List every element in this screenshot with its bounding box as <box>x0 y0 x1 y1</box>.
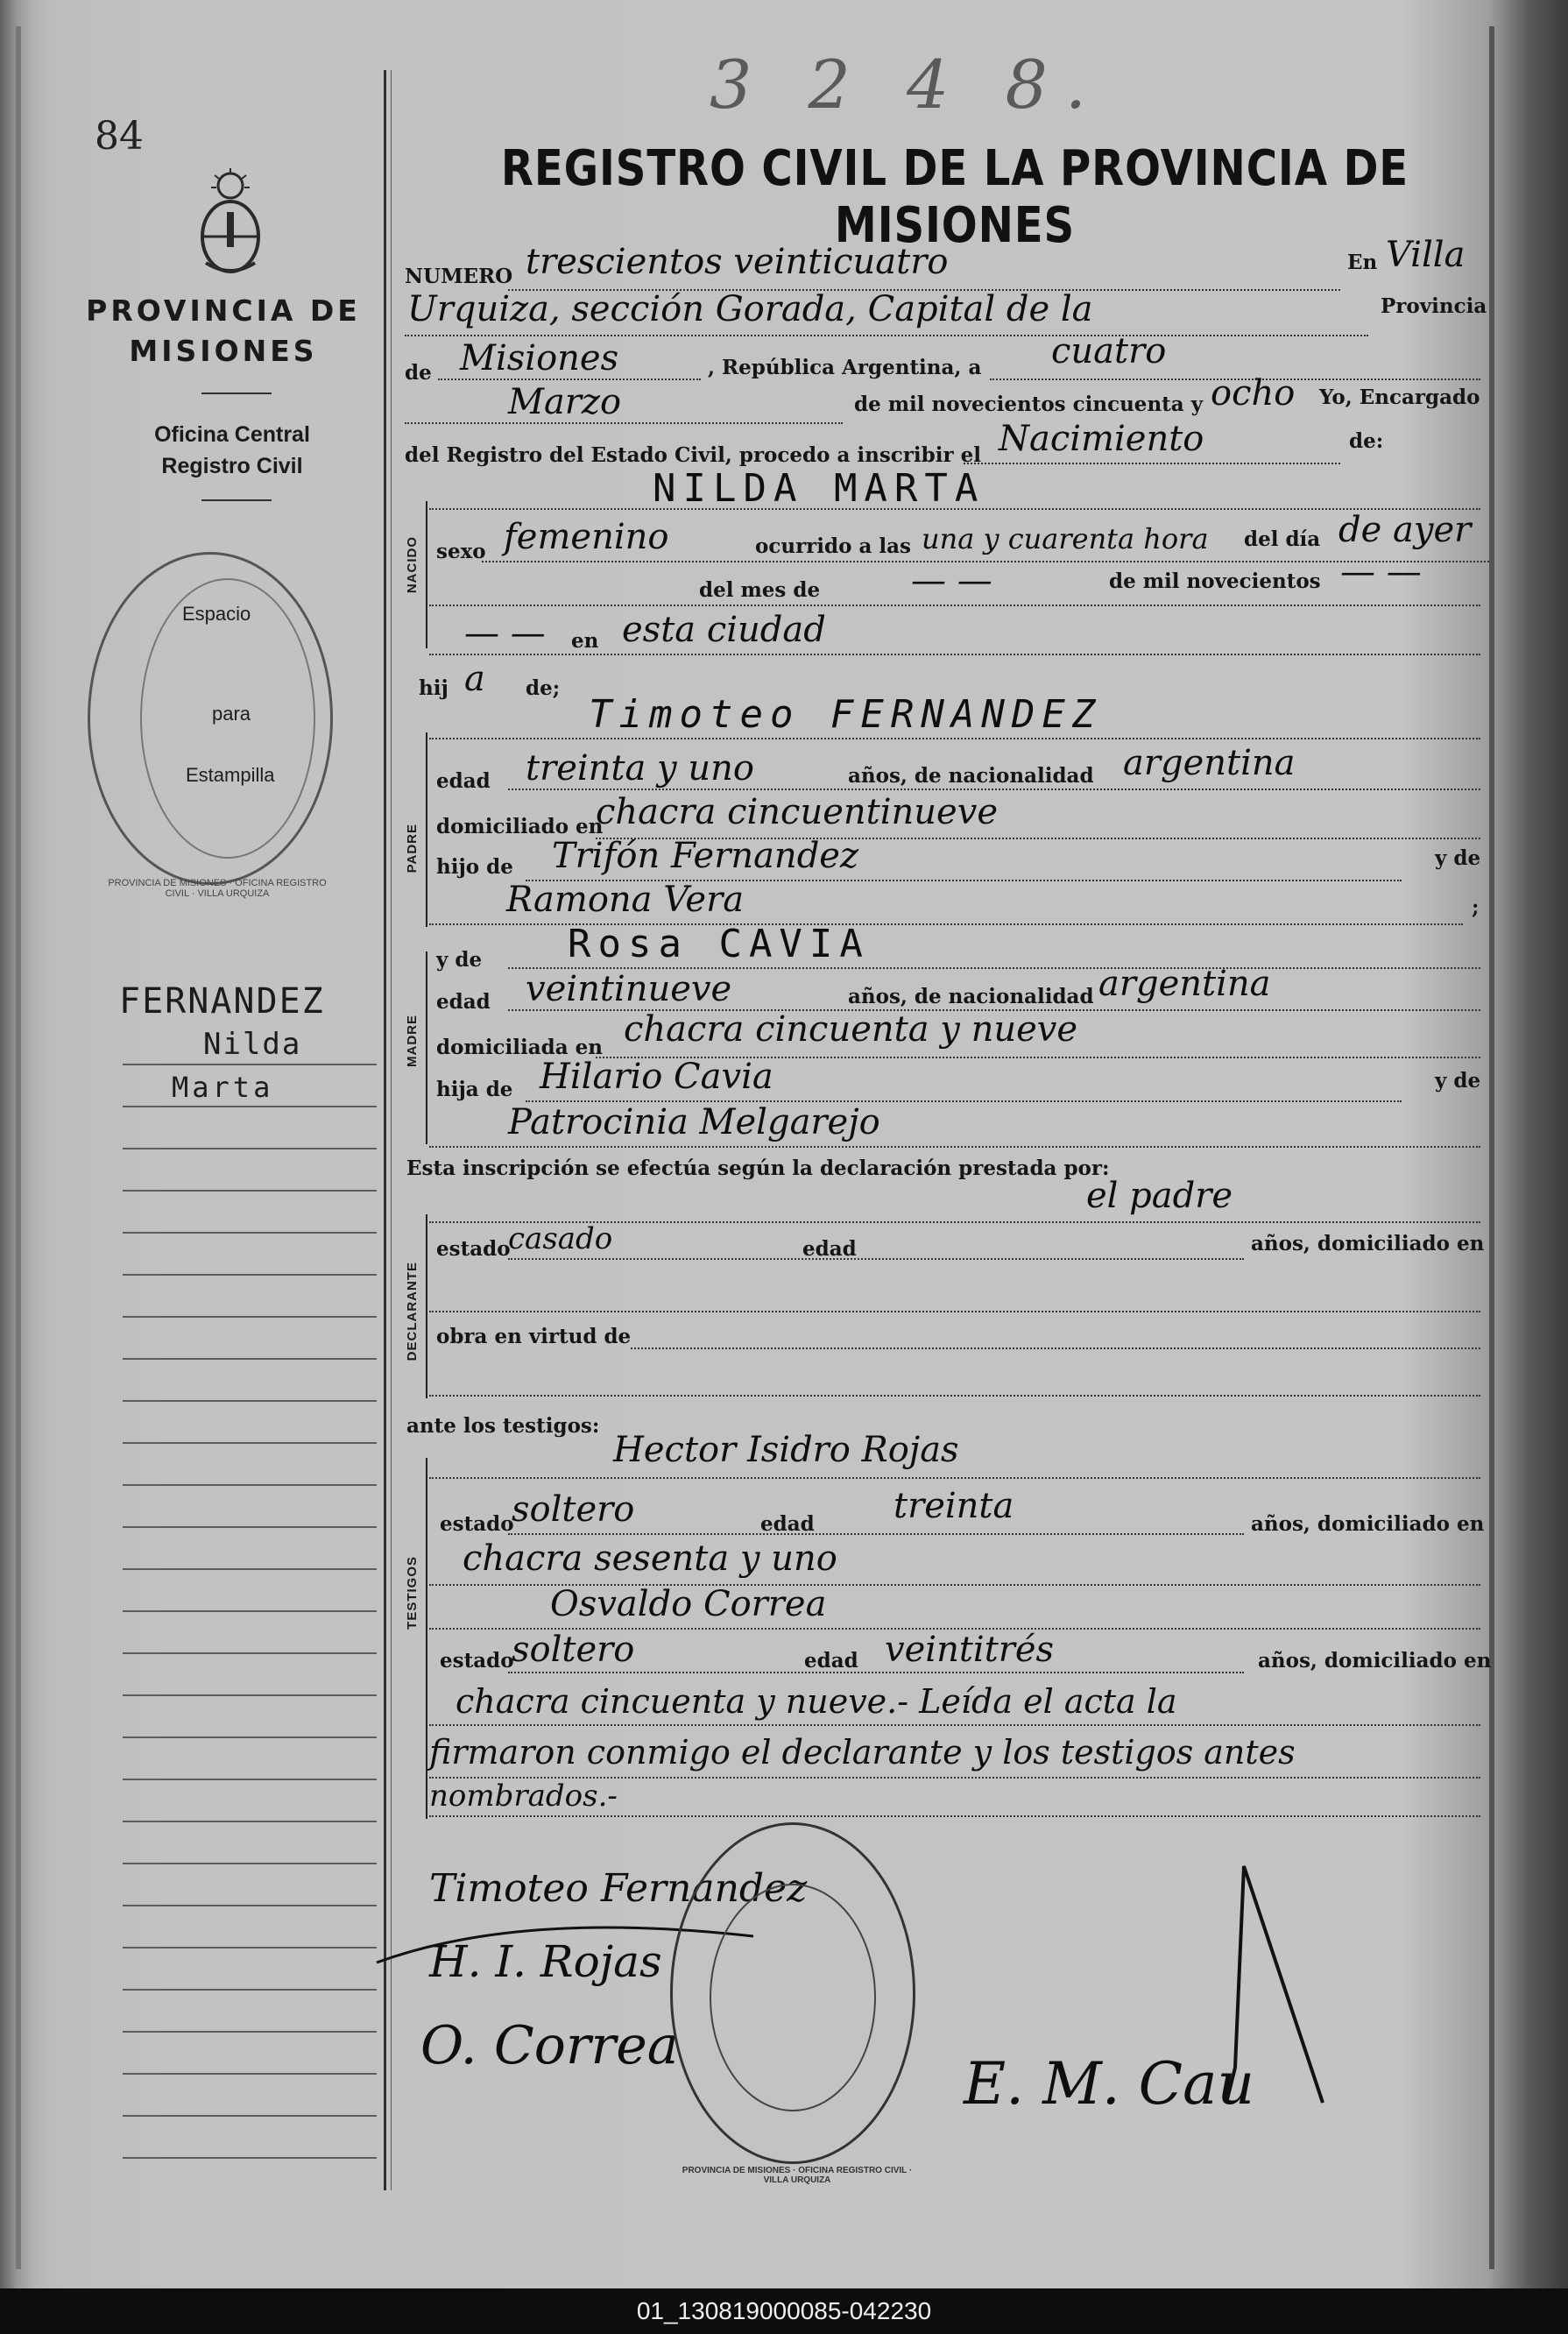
ocurrido-label: ocurrido a las <box>755 534 911 558</box>
declarant-edad-label: edad <box>802 1237 857 1261</box>
margin-line <box>123 1442 377 1444</box>
folio-number: 84 <box>95 114 144 159</box>
margin-rule <box>391 70 392 2190</box>
margin-line <box>123 1316 377 1318</box>
fill-line <box>429 605 1480 606</box>
margin-line <box>123 1821 377 1822</box>
section-bracket <box>426 501 427 648</box>
father-edad-value: treinta y uno <box>526 748 754 789</box>
left-margin <box>0 0 385 2288</box>
fill-line <box>429 738 1480 739</box>
acto-value: Nacimiento <box>999 419 1204 459</box>
hora-value: una y cuarenta hora <box>922 522 1209 555</box>
page-edge-right <box>1489 26 1494 2269</box>
section-bracket <box>426 1458 427 1819</box>
margin-line <box>123 1610 377 1612</box>
section-tag-nacido: NACIDO <box>405 536 420 594</box>
witness2-edad-value: veintitrés <box>885 1630 1055 1670</box>
fill-line <box>405 422 843 424</box>
witnesses-intro-label: ante los testigos: <box>406 1414 600 1438</box>
margin-line <box>123 1190 377 1192</box>
father-nacionalidad-value: argentina <box>1123 743 1296 783</box>
declarant-anos-label: años, domiciliado en <box>1251 1232 1485 1255</box>
margin-rule <box>384 70 386 2190</box>
margin-line <box>123 1568 377 1570</box>
fill-line <box>508 789 1480 790</box>
mother-madre-value: Patrocinia Melgarejo <box>508 1102 880 1142</box>
de-colon-label: de: <box>1349 429 1384 453</box>
mother-anos-label: años, de nacionalidad <box>848 985 1094 1008</box>
mil-novecientos-label: de mil novecientos <box>1109 569 1321 593</box>
margin-line <box>123 1694 377 1696</box>
place-value: Urquiza, sección Gorada, Capital de la <box>407 289 1093 329</box>
registro-label: del Registro del Estado Civil, procedo a inscribir el <box>405 443 981 467</box>
image-id-footer: 01_130819000085-042230 <box>0 2288 1568 2334</box>
signature-witness1: H. I. Rojas <box>429 1936 662 1987</box>
encargado-label: Yo, Encargado <box>1319 385 1480 409</box>
closing-line2: firmaron conmigo el declarante y los testigos antes <box>429 1733 1296 1772</box>
fill-line <box>429 1724 1480 1726</box>
fill-line <box>429 1311 1480 1312</box>
margin-line <box>123 1148 377 1149</box>
fill-line <box>429 654 1480 655</box>
mother-hija-label: hija de <box>436 1078 513 1101</box>
declarant-obra-label: obra en virtud de <box>436 1325 632 1348</box>
stamp-space-label: Estampilla <box>186 764 275 786</box>
witness1-edad-value: treinta <box>893 1486 1014 1526</box>
mes-value: — — <box>911 561 992 601</box>
mother-y-de-label: y de <box>436 948 483 972</box>
section-bracket <box>426 732 427 927</box>
father-anos-label: años, de nacionalidad <box>848 764 1094 788</box>
margin-line <box>123 1947 377 1949</box>
day-value: cuatro <box>1051 331 1167 371</box>
section-bracket <box>426 951 427 1144</box>
witness1-estado-value: soltero <box>512 1489 635 1530</box>
month-value: Marzo <box>508 382 622 422</box>
witness1-domicilio: chacra sesenta y uno <box>463 1538 837 1579</box>
margin-line <box>123 1064 377 1065</box>
del-mes-label: del mes de <box>699 578 821 602</box>
index-surname: FERNANDEZ <box>119 981 325 1022</box>
mother-edad-value: veintinueve <box>526 969 732 1009</box>
margin-line <box>123 1232 377 1234</box>
closing-line3: nombrados.- <box>429 1779 618 1814</box>
lugar-value: esta ciudad <box>622 610 826 650</box>
section-tag-padre: PADRE <box>405 824 420 873</box>
witness1-anos-label: años, domiciliado en <box>1251 1512 1485 1536</box>
hij-label: hij <box>419 676 449 700</box>
margin-line <box>123 1863 377 1864</box>
section-tag-testigos: TESTIGOS <box>405 1556 420 1630</box>
section-tag-madre: MADRE <box>405 1015 420 1067</box>
index-name2: Marta <box>172 1071 274 1104</box>
province-value: Misiones <box>460 338 619 378</box>
mother-nacionalidad-value: argentina <box>1098 964 1271 1004</box>
margin-line <box>123 2031 377 2033</box>
provincia-label: Provincia <box>1381 294 1487 318</box>
margin-line <box>123 1652 377 1654</box>
dia-value: de ayer <box>1338 510 1472 550</box>
fill-line <box>429 1477 1480 1479</box>
father-end-mark: ; <box>1472 895 1480 919</box>
stamp-space-label: Espacio <box>182 603 251 625</box>
margin-line <box>123 1274 377 1276</box>
index-name1: Nilda <box>203 1027 302 1062</box>
de-label: de <box>405 361 432 385</box>
witness2-name: Osvaldo Correa <box>550 1584 827 1624</box>
margin-line <box>123 1484 377 1486</box>
mother-domicilio-value: chacra cincuenta y nueve <box>624 1009 1078 1050</box>
province-heading <box>79 291 368 371</box>
father-domicilio-value: chacra cincuentinueve <box>596 792 998 832</box>
margin-line <box>123 1779 377 1780</box>
fill-line <box>631 1347 1480 1349</box>
hij-value: a <box>464 659 485 699</box>
year-value: ocho <box>1211 373 1296 414</box>
de-label: de; <box>526 676 561 700</box>
province-heading-line1: PROVINCIA DE <box>86 294 361 328</box>
witness1-estado-label: estado <box>440 1512 514 1536</box>
signature-witness2: O. Correa <box>420 2015 679 2076</box>
sexo-value: femenino <box>504 517 669 557</box>
official-seal-text: PROVINCIA DE MISIONES · OFICINA REGISTRO CIVIL · VILLA URQUIZA <box>682 2166 913 2185</box>
witness2-estado-label: estado <box>440 1649 514 1673</box>
sexo-label: sexo <box>436 540 486 563</box>
child-name: NILDA MARTA <box>653 466 985 511</box>
witness1-name: Hector Isidro Rojas <box>613 1430 959 1470</box>
en-label: En <box>1347 251 1378 274</box>
numero-label: NUMERO <box>405 265 513 288</box>
margin-line <box>123 1526 377 1528</box>
fill-line <box>438 378 701 380</box>
witness2-estado-value: soltero <box>512 1630 635 1670</box>
en-value: Villa <box>1386 235 1466 275</box>
signature-father: Timoteo Fernandez <box>429 1866 808 1911</box>
divider <box>201 499 272 501</box>
en-label: en <box>571 629 599 653</box>
witness1-edad-label: edad <box>760 1512 815 1536</box>
margin-line <box>123 2157 377 2159</box>
margin-line <box>123 2115 377 2117</box>
father-madre-value: Ramona Vera <box>506 880 745 920</box>
fill-line <box>429 508 1480 510</box>
margin-line <box>123 2073 377 2075</box>
father-edad-label: edad <box>436 769 491 793</box>
mother-name: Rosa CAVIA <box>568 922 870 966</box>
coat-of-arms-icon <box>188 166 272 280</box>
declarant-estado-value: casado <box>508 1221 613 1256</box>
fill-line <box>508 1258 1244 1260</box>
mil-novecientos-value: — — <box>1340 552 1422 592</box>
republica-label: , República Argentina, a <box>708 356 982 379</box>
fill-line <box>508 1672 1244 1673</box>
witness2-anos-label: años, domiciliado en <box>1258 1649 1492 1673</box>
province-heading-line2: MISIONES <box>129 334 318 368</box>
margin-line <box>123 1905 377 1906</box>
margin-line <box>123 1400 377 1402</box>
fill-line <box>405 335 1368 336</box>
declarant-intro-label: Esta inscripción se efectúa según la declaración prestada por: <box>406 1156 1110 1180</box>
margin-line <box>123 1736 377 1738</box>
declarant-value: el padre <box>1086 1176 1233 1216</box>
section-bracket <box>426 1214 427 1398</box>
section-tag-declarante: DECLARANTE <box>405 1262 420 1362</box>
fill-line <box>508 1533 1244 1535</box>
closing-line1: chacra cincuenta y nueve.- Leída el acta la <box>456 1682 1177 1721</box>
fill-line <box>964 463 1340 464</box>
stamp-seal-text: PROVINCIA DE MISIONES · OFICINA REGISTRO CIVIL · VILLA URQUIZA <box>108 878 327 899</box>
mother-y-de-label2: y de <box>1435 1069 1481 1093</box>
fill-line <box>429 1395 1480 1397</box>
fill-line <box>429 1146 1480 1148</box>
official-seal-inner <box>710 1884 876 2111</box>
father-name: Timoteo FERNANDEZ <box>589 692 1103 737</box>
divider <box>201 393 272 394</box>
fill-line <box>429 1815 1480 1817</box>
mother-edad-label: edad <box>436 990 491 1014</box>
dash-value: — — <box>464 613 546 654</box>
mother-domicilio-label: domiciliada en <box>436 1036 603 1059</box>
margin-line <box>123 1989 377 1991</box>
office-name <box>105 419 359 482</box>
year-label: de mil novecientos cincuenta y <box>854 393 1204 416</box>
serial-number-handwritten: 3 2 4 8. <box>710 46 1105 124</box>
father-hijo-label: hijo de <box>436 855 513 879</box>
signature-stroke <box>1191 1857 1367 2120</box>
witness2-edad-label: edad <box>804 1649 858 1673</box>
father-domicilio-label: domiciliado en <box>436 815 604 838</box>
father-padre-value: Trifón Fernandez <box>552 836 859 876</box>
margin-line <box>123 1106 377 1107</box>
stamp-space-label: para <box>212 703 251 725</box>
declarant-estado-label: estado <box>436 1237 511 1261</box>
document-title: REGISTRO CIVIL DE LA PROVINCIA DE MISIONES <box>500 140 1409 254</box>
mother-padre-value: Hilario Cavia <box>540 1057 773 1097</box>
father-y-de-label: y de <box>1435 846 1481 870</box>
office-line2: Registro Civil <box>161 454 303 478</box>
margin-line <box>123 1358 377 1360</box>
signature-officer: E. M. Cau <box>964 2050 1255 2118</box>
numero-value: trescientos veinticuatro <box>526 242 949 282</box>
del-dia-label: del día <box>1244 527 1321 551</box>
office-line1: Oficina Central <box>154 422 310 447</box>
